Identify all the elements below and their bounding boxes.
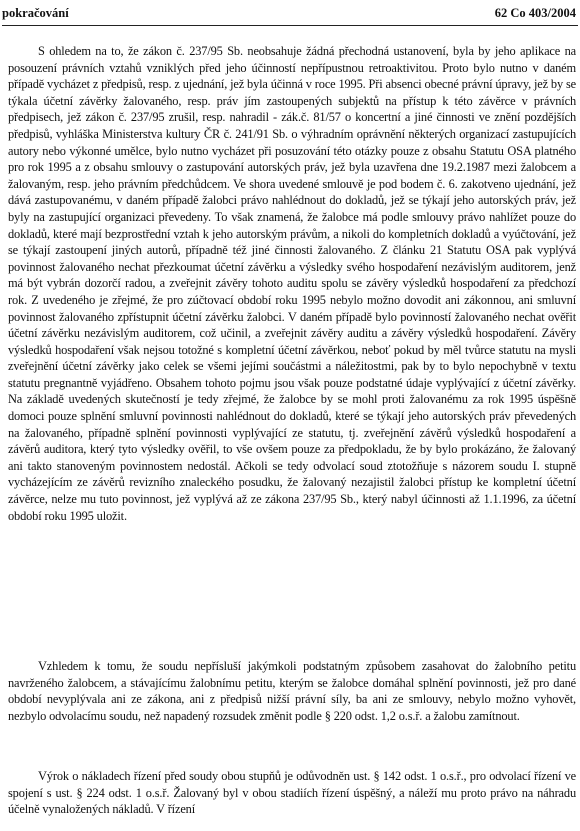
- paragraph-text: Vzhledem k tomu, že soudu nepřísluší jakýmkoli podstatným způsobem zasahovat do žalobního petitu navrženého žalobcem, a stávajícímu žalobnímu petitu, kterým se žalobce domáhal splnění povinnosti, jež pro dané období nevyplývala ani ze zákona, ani z předpisů nižší právní síly, ba ani ze smlouvy, nebylo možno vyhovět, nezbylo odvolacímu soudu, než napadený rozsudek změnit podle § 220 odst. 1,2 o.s.ř. a žalobu zamítnout.: [8, 659, 576, 723]
- paragraph-text: Výrok o nákladech řízení před soudy obou stupňů je odůvodněn ust. § 142 odst. 1 o.s.ř., pro odvolací řízení ve spojení s ust. § 224 odst. 1 o.s.ř. Žalovaný byl v obou stadiích řízení úspěšný, a náleží mu proto právo na náhradu účelně vynaložených nákladů. V řízení: [8, 769, 576, 817]
- paragraph-conclusion: [8, 658, 576, 724]
- header-divider: [2, 25, 578, 26]
- case-number: 62 Co 403/2004: [494, 6, 576, 20]
- paragraph-text: S ohledem na to, že zákon č. 237/95 Sb. neobsahuje žádná přechodná ustanovení, byla by jeho aplikace na posouzení právních vztahů vzniklých před jeho účinností nepřípustnou retroaktivitou. Proto bylo nutno v daném případě vycházet z předpisů, resp. z ujednání, jež byla účinná v roce 1995. Při absenci obecné právní úpravy, jež by se týkala účetní závěrky žalovaného, resp. práv jím zastoupených subjektů na přístup k této závěrce v právních předpisech, jež zákon č. 237/95 zrušil, resp. nahradil - zák.č. 81/57 o koncertní a jiné činnosti ve znění pozdějších předpisů, vyhláška Ministerstva kultury ČR č. 241/91 Sb. o výhradním oprávnění některých organizací zastupujících autory nebo výkonné umělce, bylo nutno vycházet při posuzování této otázky pouze z obsahu Statutu OSA platného pro rok 1995 a z obsahu smlouvy o zastupování autorských práv, jež byla uzavřena dne 19.2.1987 mezi žalobcem a žalovaným, resp. jeho právním předchůdcem. Ve shora uvedené smlouvě je pod bodem č. 6. zakotveno ujednání, jež dává zastupovanému, v daném případě žalobci právo nahlédnout do dokladů, jež se týkají jeho autorských práv, jež byly na zastupující organizaci převedeny. To však znamená, že žalobce má podle smlouvy právo nahlížet pouze do dokladů, které mají bezprostřední vztah k jeho autorským právům, a nikoli do kompletních dokladů a vyúčtování, jež se týkají zastoupení jiných autorů, případně též jiné činnosti žalovaného. Z článku 21 Statutu OSA pak vyplývá povinnost žalovaného nechat přezkoumat účetní závěrku a výsledky svého hospodaření nezávislým auditorem, jenž má být vybrán dozorčí radou, a zveřejnit závěry tohoto auditu spolu se závěry výsledků hospodaření za předchozí rok. Z uvedeného je zřejmé, že pro zúčtovací období roku 1995 nebylo možno dovodit ani zákonnou, ani smluvní povinnost žalovaného zpřístupnit účetní závěrku žalobci. V daném případě bylo povinností žalovaného nechat ověřit účetní závěrku nezávislým auditorem, což učinil, a zveřejnit závěry auditu a závěry výsledků hospodaření. Závěry výsledků hospodaření však nejsou totožné s kompletní účetní závěrkou, neboť pokud by měl tvůrce statutu na mysli zveřejnění účetní závěrky jako celek se všemi jejími součástmi a náležitostmi, pak by to bylo nepochybně v textu statutu pregnantně vyjádřeno. Obsahem tohoto pojmu jsou však pouze podstatné údaje vyplývající z účetní závěrky. Na základě uvedených skutečností je tedy zřejmé, že žalobce by se mohl proti žalovanému za rok 1995 úspěšně domoci pouze splnění smluvní povinnosti nahlédnout do dokladů, které se týkají jeho autorských práv převedených na žalovaného, případně splnění povinnosti vyplývající ze statutu, tj. zveřejnění závěrů výsledků hospodaření a závěrů auditora, který tyto výsledky ověřil, to vše ovšem pouze za předpokladu, že by bylo prokázáno, že žalovaný ani takto stanoveným povinnostem nedostál. Ačkoli se tedy odvolací soud ztotožňuje s názorem soudu I. stupně vycházejícím ze závěrů revizního znaleckého posudku, že žalovaný nezajistil žalobci přístup ke kompletní účetní závěrce, nelze mu tuto povinnost, jež vyplývá až ze zákona 237/95 Sb., který nabyl účinnosti až 1.1.1996, za účetní období roku 1995 uložit.: [8, 44, 576, 523]
- continuation-label: pokračování: [2, 6, 69, 20]
- paragraph-costs: [8, 768, 576, 818]
- paragraph-reasoning: [8, 43, 576, 524]
